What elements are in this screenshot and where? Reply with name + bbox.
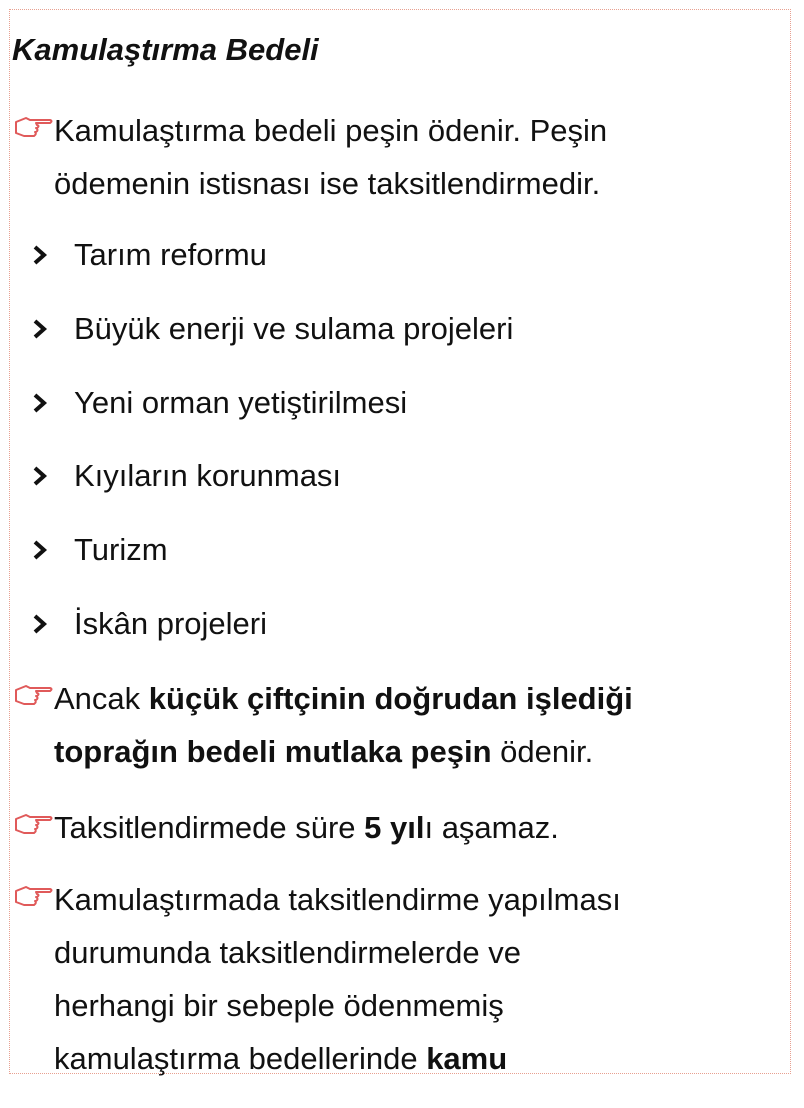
list-item-label: İskân projeleri — [74, 606, 267, 641]
paragraph-line: toprağın bedeli mutlaka peşin ödenir. — [54, 734, 594, 769]
list-item-label: Kıyıların korunması — [74, 458, 342, 493]
paragraph-line: Ancak küçük çiftçinin doğrudan işlediği — [54, 681, 633, 716]
chevron-right-icon — [32, 393, 48, 413]
chevron-right-icon — [32, 245, 48, 265]
paragraph-line: Kamulaştırmada taksitlendirme yapılması — [54, 882, 621, 917]
pointing-hand-icon — [14, 112, 54, 142]
pointing-hand-icon — [14, 680, 54, 710]
chevron-right-icon — [32, 540, 48, 560]
pointing-hand-icon — [14, 881, 54, 911]
pointing-hand-icon — [14, 809, 54, 839]
list-item-label: Tarım reformu — [74, 237, 267, 272]
paragraph-line: ödemenin istisnası ise taksitlendirmedir. — [54, 166, 601, 201]
paragraph-line: herhangi bir sebeple ödenmemiş — [54, 988, 504, 1023]
paragraph-line: Kamulaştırma bedeli peşin ödenir. Peşin — [54, 113, 608, 148]
list-item-label: Turizm — [74, 532, 168, 567]
chevron-right-icon — [32, 466, 48, 486]
paragraph-line: durumunda taksitlendirmelerde ve — [54, 935, 521, 970]
list-item-label: Yeni orman yetiştirilmesi — [74, 385, 408, 420]
paragraph-line: Taksitlendirmede süre 5 yılı aşamaz. — [54, 810, 559, 845]
list-item-label: Büyük enerji ve sulama projeleri — [74, 311, 514, 346]
chevron-right-icon — [32, 319, 48, 339]
paragraph-line: kamulaştırma bedellerinde kamu — [54, 1041, 508, 1076]
chevron-right-icon — [32, 614, 48, 634]
section-title: Kamulaştırma Bedeli — [12, 32, 319, 67]
